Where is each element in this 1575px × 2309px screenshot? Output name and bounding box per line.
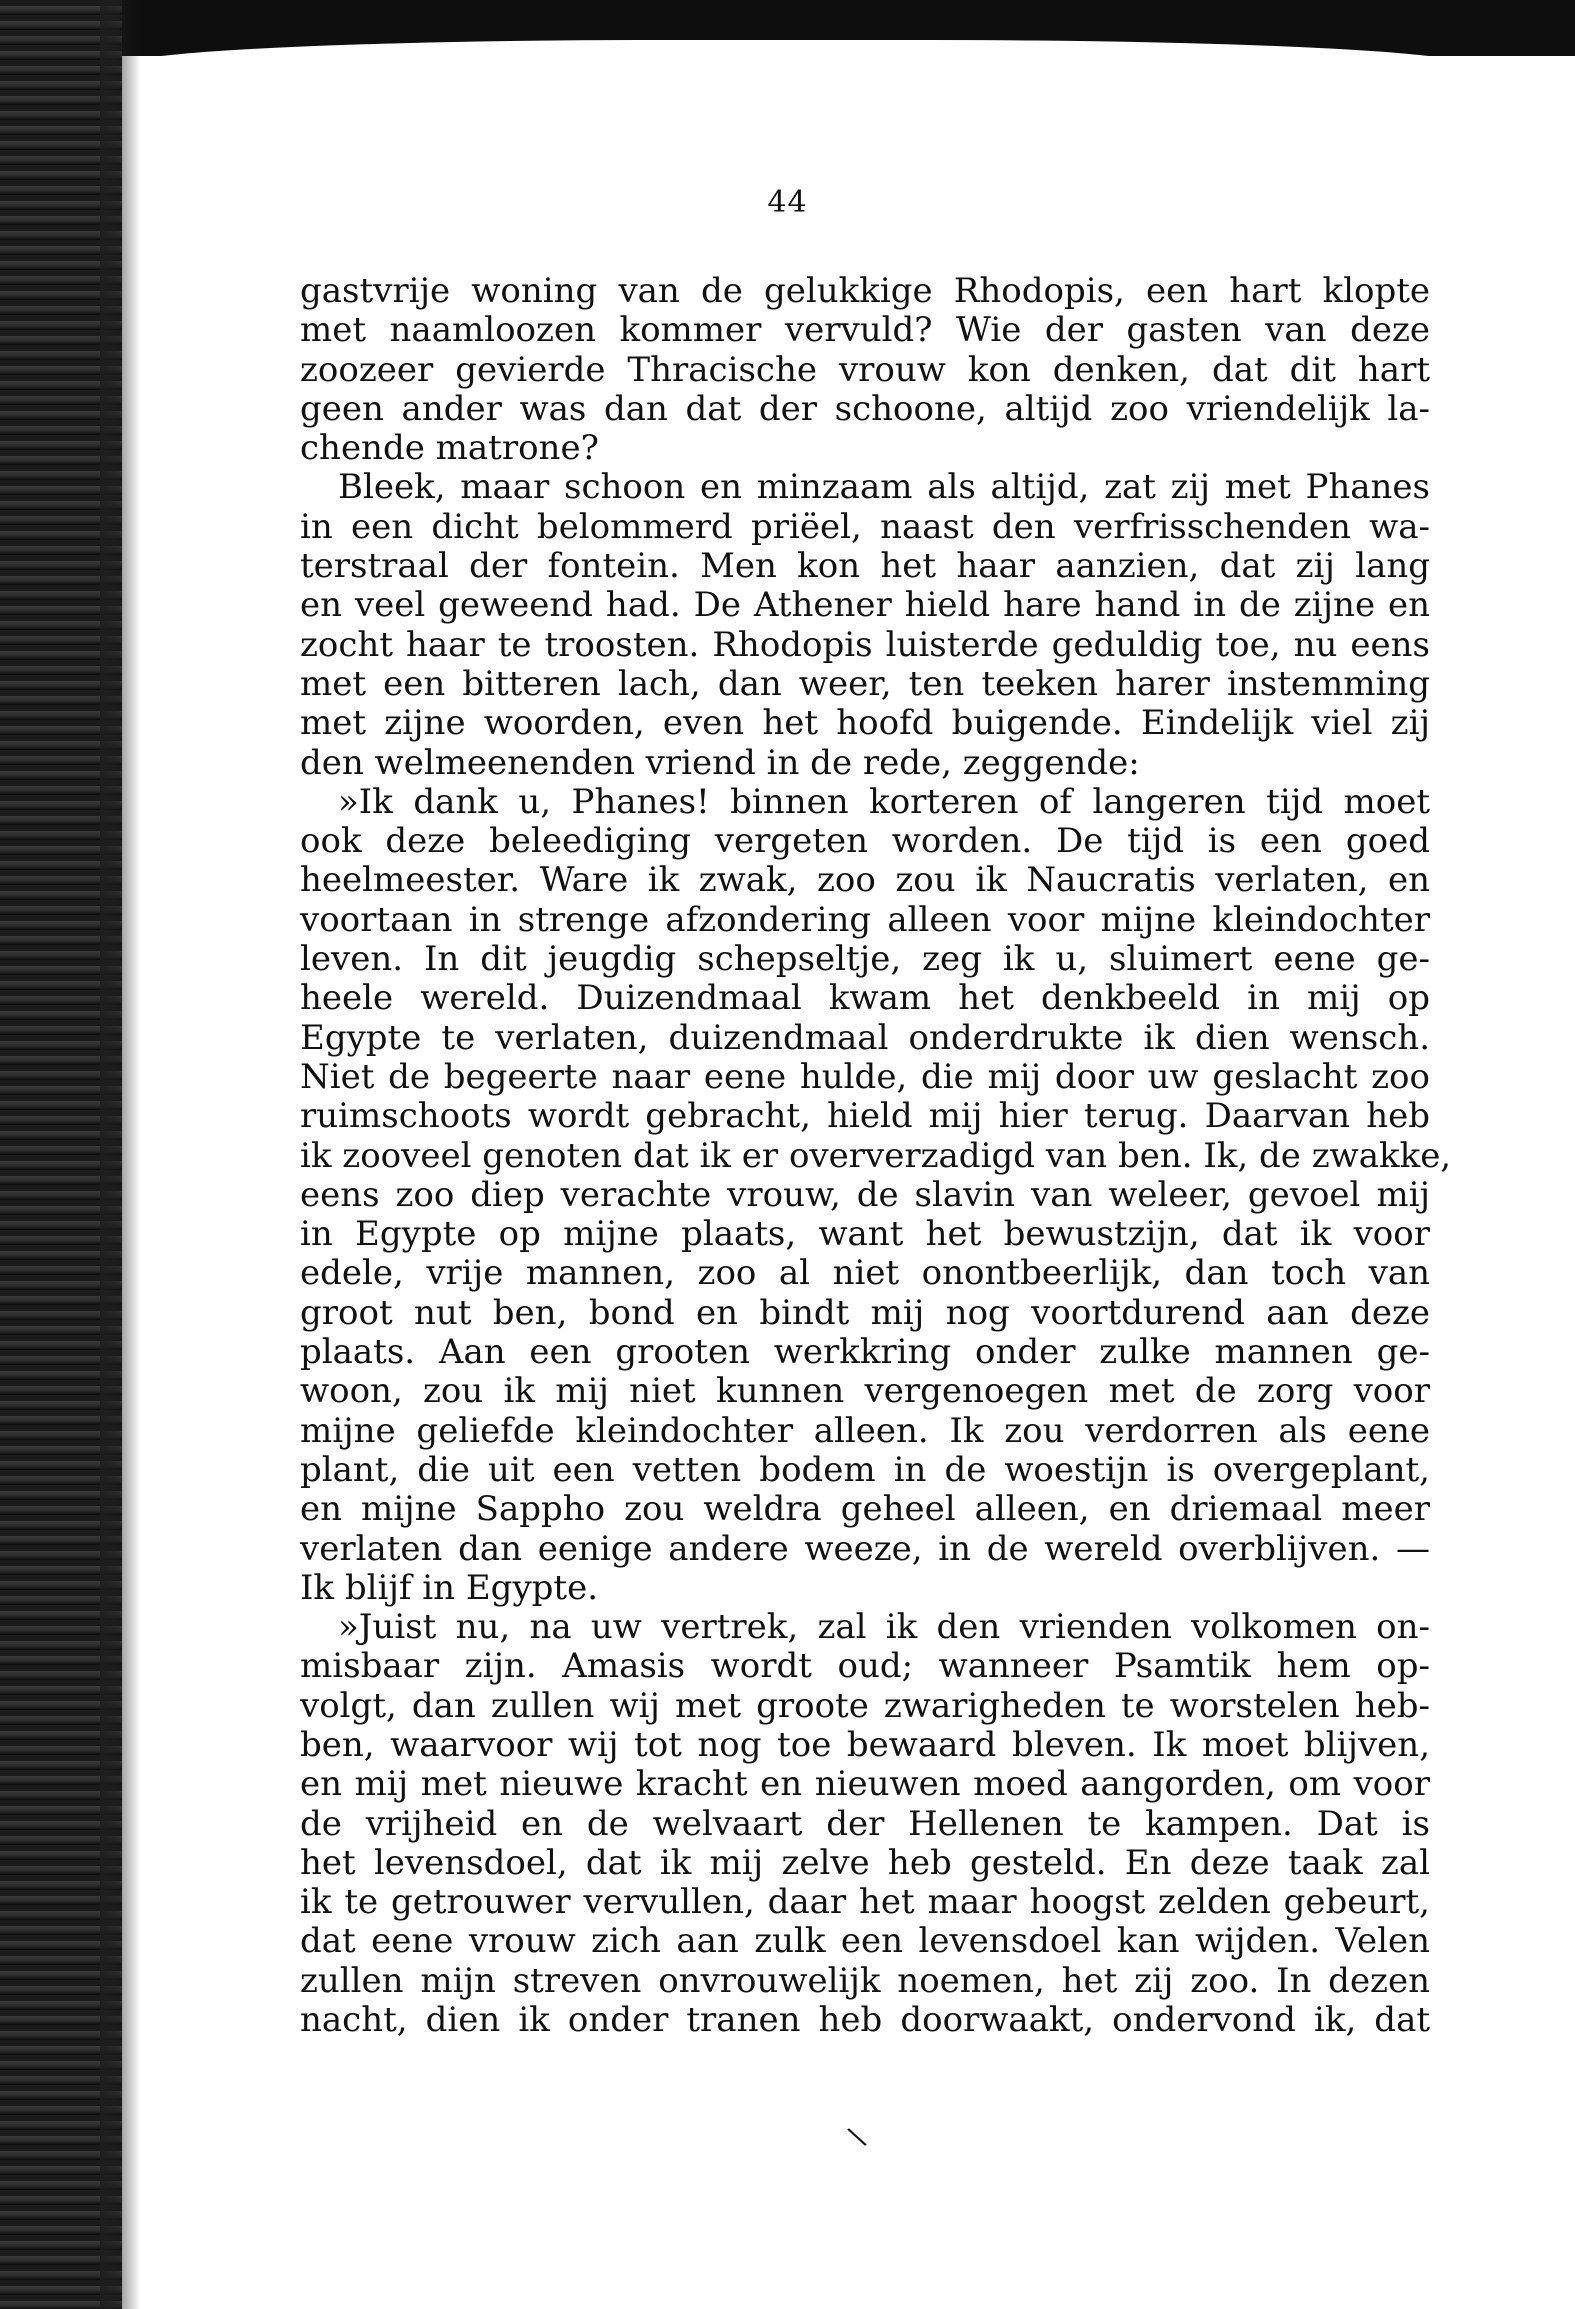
text-line: geen ander was dan dat der schoone, altijd zoo vriendelijk la-: [300, 388, 1430, 429]
text-line: leven. In dit jeugdig schepseltje, zeg ik u, sluimert eene ge-: [300, 939, 1430, 980]
text-line: ben, waarvoor wij tot nog toe bewaard bleven. Ik moet blijven,: [300, 1724, 1430, 1765]
text-line: in Egypte op mijne plaats, want het bewustzijn, dat ik voor: [300, 1214, 1430, 1255]
scan-spine-shadow: [100, 0, 140, 2309]
text-line: chende matrone?: [300, 428, 599, 469]
text-line: voortaan in strenge afzondering alleen voor mijne kleindochter: [300, 899, 1430, 940]
text-line: ik te getrouwer vervullen, daar het maar hoogst zelden gebeurt,: [300, 1882, 1430, 1923]
text-line: Egypte te verlaten, duizendmaal onderdrukte ik dien wensch.: [300, 1017, 1430, 1058]
text-line: »Ik dank u, Phanes! binnen korteren of langeren tijd moet: [338, 781, 1430, 822]
page-text: [300, 271, 1452, 2041]
text-line: den welmeenenden vriend in de rede, zeggende:: [300, 742, 1140, 783]
text-line: ik zooveel genoten dat ik er oververzadigd van ben. Ik, de zwakke,: [300, 1135, 1452, 1176]
text-line: met een bitteren lach, dan weer, ten teeken harer instemming: [300, 663, 1430, 704]
text-line: en mijne Sappho zou weldra geheel alleen, en driemaal meer: [300, 1489, 1430, 1530]
text-line: edele, vrije mannen, zoo al niet onontbeerlijk, dan toch van: [300, 1253, 1430, 1294]
text-line: groot nut ben, bond en bindt mij nog voortdurend aan deze: [300, 1292, 1430, 1333]
text-line: Bleek, maar schoon en minzaam als altijd, zat zij met Phanes: [338, 467, 1430, 508]
text-line: gastvrije woning van de gelukkige Rhodopis, een hart klopte: [300, 271, 1430, 311]
text-line: mijne geliefde kleindochter alleen. Ik zou verdorren als eene: [300, 1410, 1430, 1451]
text-line: met naamloozen kommer vervuld? Wie der gasten van deze: [300, 310, 1430, 351]
text-line: het levensdoel, dat ik mij zelve heb gesteld. En deze taak zal: [300, 1842, 1430, 1883]
text-line: eens zoo diep verachte vrouw, de slavin van weleer, gevoel mij: [300, 1174, 1430, 1215]
text-line: Ik blijf in Egypte.: [300, 1567, 599, 1608]
text-line: verlaten dan eenige andere weeze, in de wereld overblijven. —: [300, 1528, 1430, 1569]
text-line: in een dicht belommerd priëel, naast den verfrisschenden wa-: [300, 506, 1430, 547]
text-line: ook deze beleediging vergeten worden. De tijd is een goed: [300, 821, 1430, 862]
text-line: plaats. Aan een grooten werkkring onder zulke mannen ge-: [300, 1332, 1430, 1373]
text-line: misbaar zijn. Amasis wordt oud; wanneer Psamtik hem op-: [300, 1646, 1430, 1687]
text-line: heelmeester. Ware ik zwak, zoo zou ik Naucratis verlaten, en: [300, 860, 1430, 901]
text-line: »Juist nu, na uw vertrek, zal ik den vrienden volkomen on-: [338, 1607, 1430, 1648]
text-line: heele wereld. Duizendmaal kwam het denkbeeld in mij op: [300, 978, 1430, 1019]
text-line: nacht, dien ik onder tranen heb doorwaakt, ondervond ik, dat: [300, 2000, 1430, 2041]
text-line: en mij met nieuwe kracht en nieuwen moed aangorden, om voor: [300, 1764, 1430, 1805]
text-line: zullen mijn streven onvrouwelijk noemen, het zij zoo. In dezen: [300, 1960, 1430, 2001]
text-line: dat eene vrouw zich aan zulk een levensdoel kan wijden. Velen: [300, 1921, 1430, 1962]
text-line: plant, die uit een vetten bodem in de woestijn is overgeplant,: [300, 1449, 1430, 1490]
text-line: woon, zou ik mij niet kunnen vergenoegen met de zorg voor: [300, 1371, 1430, 1412]
text-line: zoozeer gevierde Thracische vrouw kon denken, dat dit hart: [300, 349, 1430, 390]
page-number: 44: [767, 185, 808, 220]
text-line: volgt, dan zullen wij met groote zwarigheden te worstelen heb-: [300, 1685, 1430, 1726]
bottom-ink-mark: \: [844, 2119, 870, 2154]
text-line: ruimschoots wordt gebracht, hield mij hier terug. Daarvan heb: [300, 1096, 1430, 1137]
text-line: terstraal der fontein. Men kon het haar aanzien, dat zij lang: [300, 546, 1430, 587]
text-line: en veel geweend had. De Athener hield hare hand in de zijne en: [300, 585, 1430, 626]
text-line: Niet de begeerte naar eene hulde, die mij door uw geslacht zoo: [300, 1056, 1430, 1097]
text-line: met zijne woorden, even het hoofd buigende. Eindelijk viel zij: [300, 703, 1430, 744]
text-line: zocht haar te troosten. Rhodopis luisterde geduldig toe, nu eens: [300, 624, 1430, 665]
text-line: de vrijheid en de welvaart der Hellenen te kampen. Dat is: [300, 1803, 1430, 1844]
